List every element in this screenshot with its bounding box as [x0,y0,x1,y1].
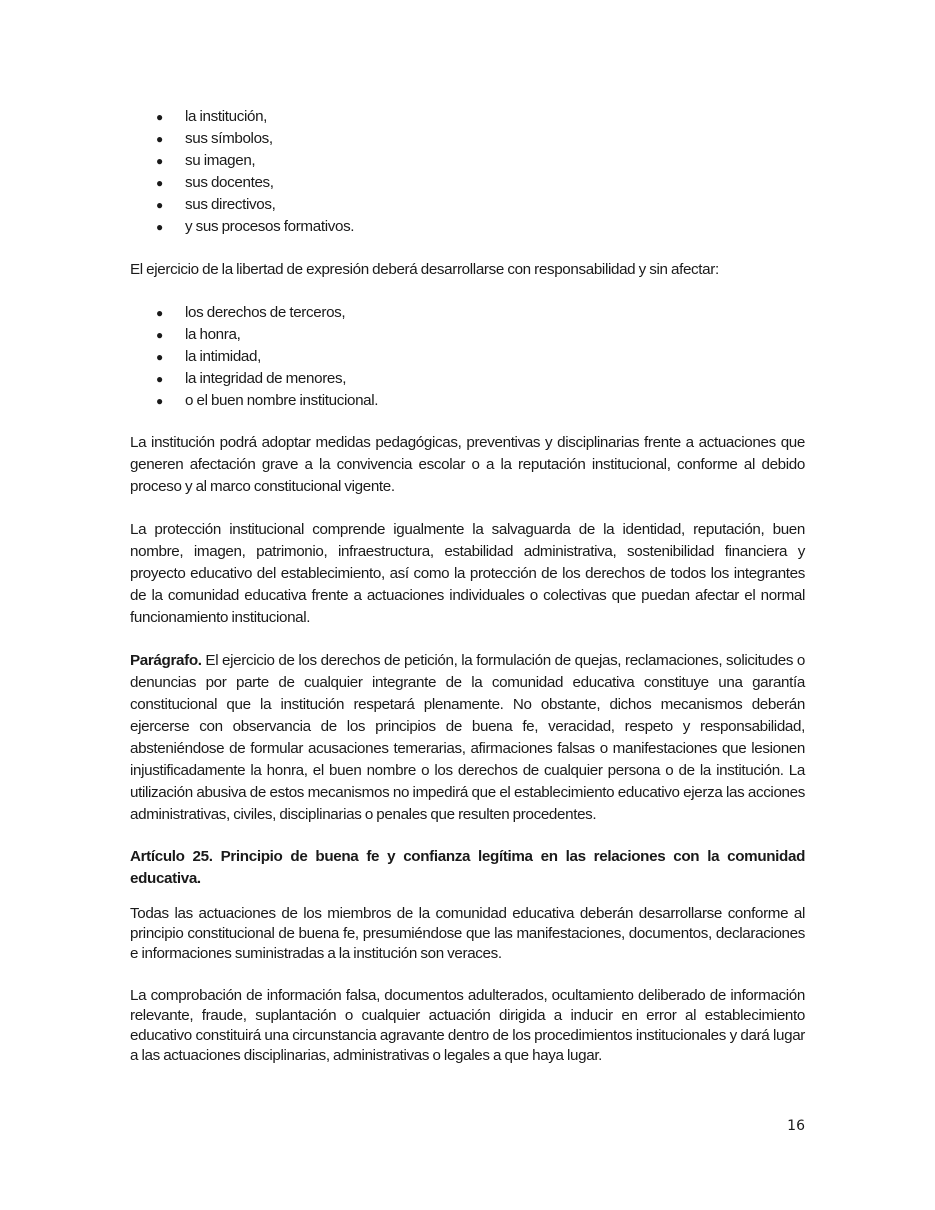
bullet-icon: ● [156,198,163,212]
bullet-list-protected-items [130,106,805,238]
list-item [130,324,805,346]
list-item-text: sus directivos, [185,196,276,213]
bullet-icon: ● [156,176,163,190]
list-item [130,106,805,128]
bullet-icon: ● [156,220,163,234]
page-body [130,106,805,1066]
article-25-heading: Artículo 25. Principio de buena fe y confianza legítima en las relaciones con la comunidad educativa. [130,848,805,887]
list-item-text: la institución, [185,108,268,125]
intro-paragraph: El ejercicio de la libertad de expresión deberá desarrollarse con responsabilidad y sin afectar: [130,261,719,278]
list-item [130,216,805,238]
bullet-icon: ● [156,372,163,386]
bullet-icon: ● [156,306,163,320]
list-item [130,172,805,194]
bullet-icon: ● [156,110,163,124]
bullet-icon: ● [156,394,163,408]
list-item [130,390,805,412]
list-item [130,346,805,368]
list-item-text: sus docentes, [185,174,274,191]
bullet-icon: ● [156,154,163,168]
bullet-icon: ● [156,328,163,342]
false-information-paragraph: La comprobación de información falsa, documentos adulterados, ocultamiento deliberado de información relevante, fraude, suplantación o cualquier actuación dirigida a inducir en error al establecimiento educativo constituirá una circunstancia agravante dentro de los procedimientos institucionales y dará lugar a las actuaciones disciplinarias, administrativas o legales a que haya lugar. [130,987,805,1064]
list-item [130,150,805,172]
list-item-text: la intimidad, [185,348,261,365]
good-faith-paragraph: Todas las actuaciones de los miembros de la comunidad educativa deberán desarrollarse conforme al principio constitucional de buena fe, presumiéndose que las manifestaciones, documentos, declaraciones e informaciones suministradas a la institución son veraces. [130,905,805,962]
list-item-text: sus símbolos, [185,130,273,147]
list-item-text: su imagen, [185,152,256,169]
bullet-list-rights [130,302,805,412]
protection-paragraph: La protección institucional comprende igualmente la salvaguarda de la identidad, reputación, buen nombre, imagen, patrimonio, infraestructura, estabilidad administrativa, sostenibilidad financiera y proyecto educativo del establecimiento, así como la protección de los derechos de todos los integrantes de la comunidad educativa frente a actuaciones individuales o colectivas que puedan afectar el normal funcionamiento institucional. [130,521,805,626]
list-item [130,128,805,150]
bullet-icon: ● [156,350,163,364]
list-item [130,194,805,216]
bullet-icon: ● [156,132,163,146]
page-number: 16 [787,1118,805,1134]
paragrafo-paragraph [130,650,805,826]
list-item-text: la honra, [185,326,241,343]
list-item [130,368,805,390]
paragrafo-text: El ejercicio de los derechos de petición, la formulación de quejas, reclamaciones, solicitudes o denuncias por parte de cualquier integrante de la comunidad educativa constituye una garantía constitucional que la institución respetará plenamente. No obstante, dichos mecanismos deberán ejercerse con observancia de los principios de buena fe, veracidad, respeto y responsabilidad, absteniéndose de formular acusaciones temerarias, afirmaciones falsas o manifestaciones que lesionen injustificadamente la honra, el buen nombre o los derechos de cualquier persona o de la institución. La utilización abusiva de estos mecanismos no impedirá que el establecimiento educativo ejerza las acciones administrativas, civiles, disciplinarias o penales que resulten procedentes. [130,652,805,823]
list-item [130,302,805,324]
list-item-text: y sus procesos formativos. [185,218,355,235]
list-item-text: la integridad de menores, [185,370,347,387]
measures-paragraph: La institución podrá adoptar medidas pedagógicas, preventivas y disciplinarias frente a actuaciones que generen afectación grave a la convivencia escolar o a la reputación institucional, conforme al debido proceso y al marco constitucional vigente. [130,434,805,495]
list-item-text: los derechos de terceros, [185,304,346,321]
paragrafo-label: Parágrafo. [130,652,202,669]
list-item-text: o el buen nombre institucional. [185,392,379,409]
